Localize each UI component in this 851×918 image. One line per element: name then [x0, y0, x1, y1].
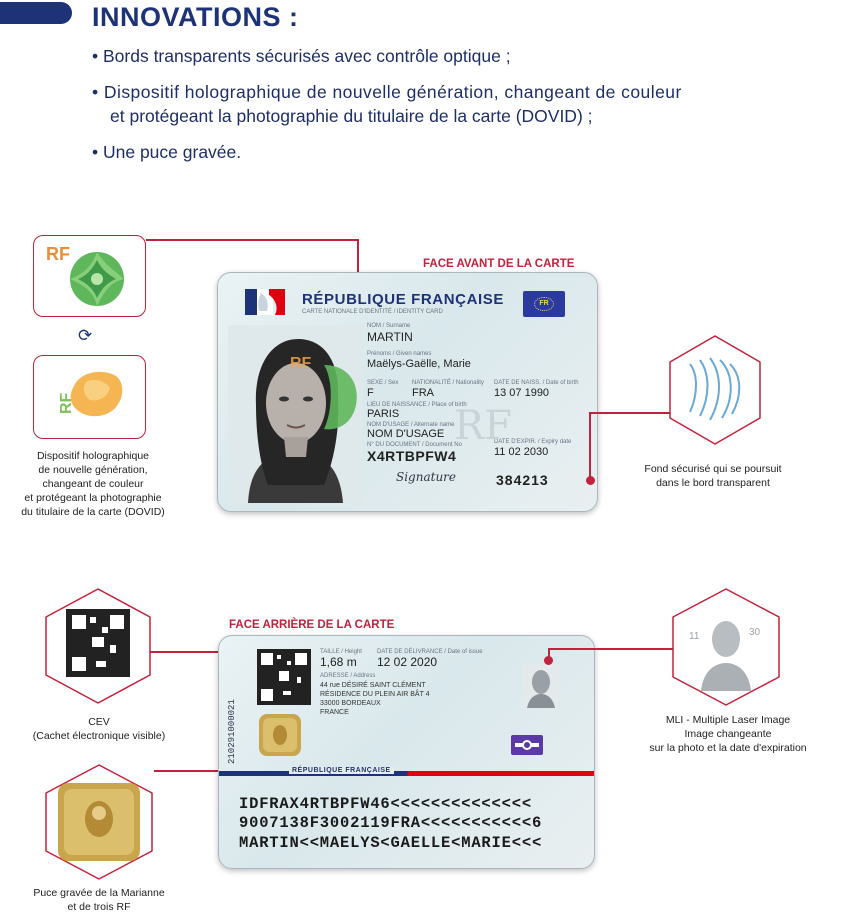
docno-label: N° DU DOCUMENT / Document No: [367, 442, 462, 448]
expiry-value: 11 02 2030: [494, 446, 549, 458]
emblem-icon: [511, 735, 543, 755]
can-number: 384213: [496, 472, 549, 488]
chip-description: Puce gravée de la Marianne et de trois RF: [33, 887, 165, 913]
dovid-hologram-icon: [318, 361, 360, 433]
bullet-item: • Bords transparents sécurisés avec contrôle optique ;: [92, 46, 511, 66]
usage-value: NOM D'USAGE: [367, 428, 445, 440]
pob-label: LIEU DE NAISSANCE / Place of birth: [367, 402, 467, 408]
swap-arrows-icon: ⟳: [78, 326, 93, 345]
rf-hologram-box-top: [33, 235, 146, 317]
marianne-logo-icon: [245, 289, 285, 315]
rf-hologram-box-bottom: [33, 355, 146, 439]
nationality-value: FRA: [412, 387, 434, 399]
page-title: INNOVATIONS :: [92, 2, 299, 32]
mli-number-right: 30: [749, 627, 761, 638]
mrz-line-3: MARTIN<<MAELYS<GAELLE<MARIE<<<: [239, 834, 543, 852]
id-card-back: [218, 635, 595, 869]
given-value: Maëlys-Gaëlle, Marie: [367, 358, 471, 370]
ghost-photo: [523, 664, 559, 708]
dob-value: 13 07 1990: [494, 387, 550, 399]
mli-hex: [671, 587, 781, 707]
given-label: Prénoms / Given names: [367, 351, 432, 357]
connector-line: [589, 412, 591, 480]
bullet-item: • Une puce gravée.: [92, 142, 242, 162]
dovid-description: Dispositif holographique de nouvelle génération, changeant de couleur et protégeant la photographie du titulaire de la carte (DOVID): [21, 450, 165, 518]
country-badge: FR: [534, 297, 554, 311]
secure-background-description: Fond sécurisé qui se poursuit dans le bord transparent: [644, 463, 782, 489]
connector-dot: [544, 656, 553, 665]
rf-overlay-label: RF: [290, 355, 312, 372]
expiry-label: DATE D'EXPIR. / Expiry date: [494, 439, 572, 445]
issue-label: DATE DE DÉLIVRANCE / Date of issue: [377, 649, 483, 655]
republic-title: RÉPUBLIQUE FRANÇAISE: [302, 291, 505, 308]
rf-watermark: RF: [454, 403, 512, 449]
connector-line: [548, 648, 673, 650]
rf-label: RF: [46, 244, 70, 264]
pob-value: PARIS: [367, 408, 400, 420]
mli-number-left: 11: [689, 631, 700, 642]
surname-label: NOM / Surname: [367, 323, 411, 329]
sex-value: F: [367, 387, 374, 399]
mli-description: MLI - Multiple Laser Image Image changeante sur la photo et la date d'expiration: [649, 714, 807, 754]
issue-value: 12 02 2020: [377, 655, 438, 669]
height-label: TAILLE / Height: [320, 649, 362, 655]
marianne-hologram-green-icon: [66, 248, 128, 310]
signature-text: Signature: [396, 470, 457, 484]
sex-label: SEXE / Sex: [367, 380, 399, 386]
republic-strip-label: RÉPUBLIQUE FRANÇAISE: [289, 767, 394, 774]
connector-line: [146, 239, 358, 241]
rf-label: RF: [58, 392, 75, 414]
chip-icon: [259, 714, 301, 756]
mrz-line-1: IDFRAX4RTBPFW46<<<<<<<<<<<<<<: [239, 795, 532, 813]
address-label: ADRESSE / Address: [320, 673, 376, 679]
height-value: 1,68 m: [320, 655, 357, 669]
id-card-front: [217, 272, 598, 512]
cev-qr-icon: [257, 649, 311, 705]
innovation-list: [92, 44, 792, 176]
dob-label: DATE DE NAISS. / Date of birth: [494, 380, 579, 386]
cev-hex: [44, 587, 152, 705]
address-block: 44 rue DÉSIRÉ SAINT CLÉMENT RÉSIDENCE DU PLEIN AIR BÂT 4 33000 BORDEAUX FRANCE: [320, 682, 430, 716]
bullet-item: • Dispositif holographique de nouvelle génération, changeant de couleur et protégeant la photographie du titulaire de la carte (DOVID) ;: [92, 82, 682, 126]
eu-flag-icon: [523, 291, 565, 317]
back-card-caption: FACE ARRIÈRE DE LA CARTE: [229, 619, 395, 631]
republic-strip: [219, 771, 595, 776]
card-type-label: CARTE NATIONALE D'IDENTITÉ / IDENTITY CARD: [302, 309, 443, 315]
chip-hex: [44, 763, 154, 881]
cev-description: CEV (Cachet électronique visible): [32, 716, 166, 742]
front-card-caption: FACE AVANT DE LA CARTE: [423, 258, 575, 270]
surname-value: MARTIN: [367, 330, 413, 344]
docno-value: X4RTBPFW4: [367, 448, 457, 464]
connector-dot: [586, 476, 595, 485]
usage-label: NOM D'USAGE / Alternate name: [367, 422, 455, 428]
vertical-number: 210291000021: [227, 699, 237, 764]
mrz-line-2: 9007138F3002119FRA<<<<<<<<<<<6: [239, 814, 543, 832]
secure-background-hex: [668, 334, 762, 446]
title-accent-bar: [0, 2, 72, 24]
connector-line: [589, 412, 674, 414]
nationality-label: NATIONALITÉ / Nationality: [412, 380, 484, 386]
